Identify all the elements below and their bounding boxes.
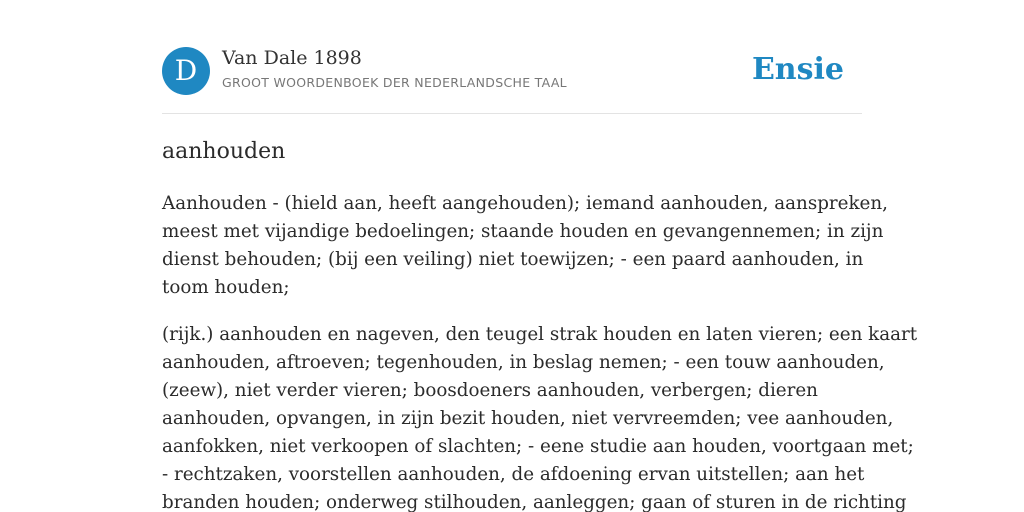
entry-definition bbox=[162, 190, 918, 512]
definition-line: meest met vijandige bedoelingen; staande houden en gevangennemen; in zijn bbox=[162, 221, 884, 242]
definition-paragraph bbox=[162, 321, 918, 512]
definition-line: aanfokken, niet verkoopen of slachten; - eene studie aan houden, voortgaan met; bbox=[162, 436, 914, 457]
definition-line: Aanhouden - (hield aan, heeft aangehouden); iemand aanhouden, aanspreken, bbox=[162, 193, 888, 214]
definition-line: dienst behouden; (bij een veiling) niet toewijzen; - een paard aanhouden, in bbox=[162, 249, 864, 270]
definition-line: (rijk.) aanhouden en nageven, den teugel strak houden en laten vieren; een kaart bbox=[162, 324, 918, 345]
dictionary-avatar[interactable]: D bbox=[162, 47, 210, 95]
definition-line: aanhouden, aftroeven; tegenhouden, in beslag nemen; - een touw aanhouden, bbox=[162, 352, 885, 373]
dictionary-header bbox=[162, 47, 862, 95]
definition-line: toom houden; bbox=[162, 277, 290, 298]
entry-headword: aanhouden bbox=[162, 139, 286, 164]
ensie-logo-link[interactable]: Ensie bbox=[751, 52, 844, 87]
dictionary-subtitle: GROOT WOORDENBOEK DER NEDERLANDSCHE TAAL bbox=[222, 75, 567, 90]
definition-line: branden houden; onderweg stilhouden, aanleggen; gaan of sturen in de richting bbox=[162, 492, 907, 512]
definition-line: aanhouden, opvangen, in zijn bezit houden, niet vervreemden; vee aanhouden, bbox=[162, 408, 894, 429]
definition-line: (zeew), niet verder vieren; boosdoeners aanhouden, verbergen; dieren bbox=[162, 380, 818, 401]
definition-paragraph bbox=[162, 190, 888, 302]
dictionary-name[interactable]: Van Dale 1898 bbox=[222, 47, 362, 69]
header-divider bbox=[162, 113, 862, 114]
definition-line: - rechtzaken, voorstellen aanhouden, de afdoening ervan uitstellen; aan het bbox=[162, 464, 865, 485]
